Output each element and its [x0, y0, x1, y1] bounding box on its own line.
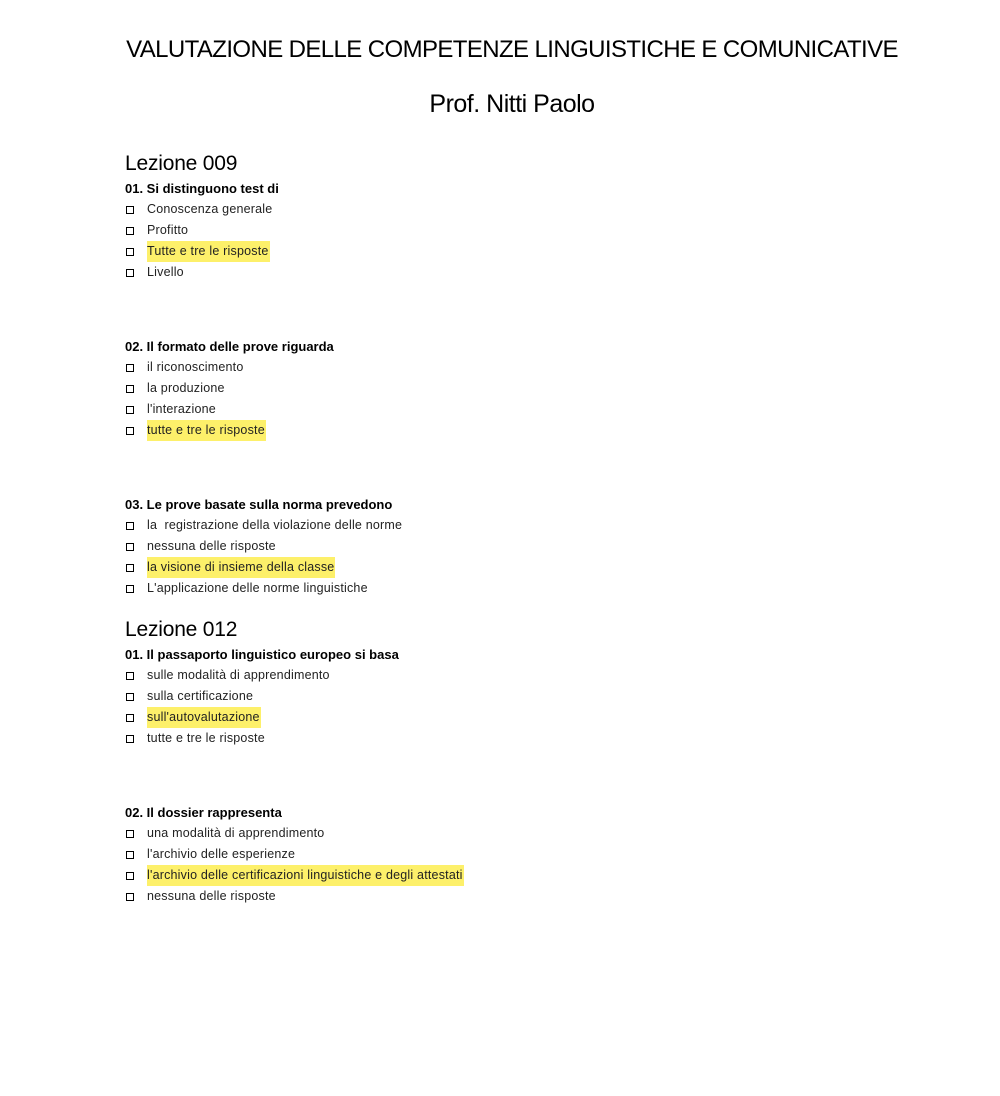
lesson-section: [125, 616, 885, 907]
answer-option[interactable]: [125, 823, 885, 844]
answer-label: nessuna delle risposte: [147, 539, 276, 553]
answer-option[interactable]: [125, 886, 885, 907]
checkbox-icon[interactable]: [126, 522, 134, 530]
question-text: 01. Si distinguono test di: [125, 181, 279, 196]
answer-label-highlighted: Tutte e tre le risposte: [147, 241, 270, 262]
checkbox-icon[interactable]: [126, 543, 134, 551]
checkbox-icon[interactable]: [126, 714, 134, 722]
answer-label: la registrazione della violazione delle norme: [147, 518, 403, 532]
answer-option[interactable]: [125, 378, 885, 399]
answer-list: [125, 665, 885, 749]
checkbox-icon[interactable]: [126, 206, 134, 214]
checkbox-icon[interactable]: [126, 872, 134, 880]
answer-list: [125, 823, 885, 907]
answer-label: nessuna delle risposte: [147, 889, 276, 903]
question-text: 03. Le prove basate sulla norma prevedono: [125, 497, 393, 512]
answer-label: sulla certificazione: [147, 689, 254, 703]
answer-label: sulle modalità di apprendimento: [147, 668, 330, 682]
answer-option[interactable]: [125, 241, 885, 262]
checkbox-icon[interactable]: [126, 735, 134, 743]
question-block: [125, 644, 885, 749]
lesson-section: [125, 150, 885, 599]
question-block: [125, 336, 885, 441]
checkbox-icon[interactable]: [126, 427, 134, 435]
lesson-title: Lezione 009: [125, 152, 238, 175]
answer-label: il riconoscimento: [147, 360, 244, 374]
answer-label: Livello: [147, 265, 184, 279]
checkbox-icon[interactable]: [126, 693, 134, 701]
answer-list: [125, 357, 885, 441]
checkbox-icon[interactable]: [126, 364, 134, 372]
checkbox-icon[interactable]: [126, 406, 134, 414]
checkbox-icon[interactable]: [126, 269, 134, 277]
answer-list: [125, 199, 885, 283]
question-block: [125, 494, 885, 599]
answer-option[interactable]: [125, 199, 885, 220]
answer-option[interactable]: [125, 665, 885, 686]
answer-option[interactable]: [125, 557, 885, 578]
answer-option[interactable]: [125, 220, 885, 241]
question-text: 01. Il passaporto linguistico europeo si basa: [125, 647, 399, 662]
answer-option[interactable]: [125, 515, 885, 536]
checkbox-icon[interactable]: [126, 851, 134, 859]
question-block: [125, 802, 885, 907]
answer-option[interactable]: [125, 262, 885, 283]
answer-label-highlighted: sull'autovalutazione: [147, 707, 261, 728]
answer-label-highlighted: l'archivio delle certificazioni linguistiche e degli attestati: [147, 865, 464, 886]
checkbox-icon[interactable]: [126, 585, 134, 593]
question-text: 02. Il formato delle prove riguarda: [125, 339, 334, 354]
checkbox-icon[interactable]: [126, 227, 134, 235]
answer-label: la produzione: [147, 381, 225, 395]
spacer: [125, 283, 885, 336]
checkbox-icon[interactable]: [126, 830, 134, 838]
answer-label-highlighted: tutte e tre le risposte: [147, 420, 266, 441]
answer-option[interactable]: [125, 536, 885, 557]
question-block: [125, 178, 885, 283]
document-body: [125, 150, 885, 907]
answer-label: L'applicazione delle norme linguistiche: [147, 581, 368, 595]
answer-option[interactable]: [125, 865, 885, 886]
answer-label: l'interazione: [147, 402, 216, 416]
answer-list: [125, 515, 885, 599]
answer-option[interactable]: [125, 420, 885, 441]
answer-label-highlighted: la visione di insieme della classe: [147, 557, 335, 578]
spacer: [125, 599, 885, 616]
checkbox-icon[interactable]: [126, 672, 134, 680]
document-title: VALUTAZIONE DELLE COMPETENZE LINGUISTICHE E COMUNICATIVE: [126, 36, 898, 63]
answer-label: una modalità di apprendimento: [147, 826, 325, 840]
answer-option[interactable]: [125, 686, 885, 707]
checkbox-icon[interactable]: [126, 893, 134, 901]
checkbox-icon[interactable]: [126, 385, 134, 393]
answer-option[interactable]: [125, 707, 885, 728]
answer-label: l'archivio delle esperienze: [147, 847, 296, 861]
spacer: [125, 749, 885, 802]
question-text: 02. Il dossier rappresenta: [125, 805, 282, 820]
answer-label: Conoscenza generale: [147, 202, 273, 216]
answer-label: tutte e tre le risposte: [147, 731, 265, 745]
spacer: [125, 441, 885, 494]
checkbox-icon[interactable]: [126, 564, 134, 572]
answer-option[interactable]: [125, 399, 885, 420]
lesson-title: Lezione 012: [125, 618, 238, 641]
professor-name: Prof. Nitti Paolo: [429, 90, 595, 118]
answer-option[interactable]: [125, 728, 885, 749]
answer-option[interactable]: [125, 357, 885, 378]
answer-label: Profitto: [147, 223, 189, 237]
answer-option[interactable]: [125, 844, 885, 865]
answer-option[interactable]: [125, 578, 885, 599]
checkbox-icon[interactable]: [126, 248, 134, 256]
